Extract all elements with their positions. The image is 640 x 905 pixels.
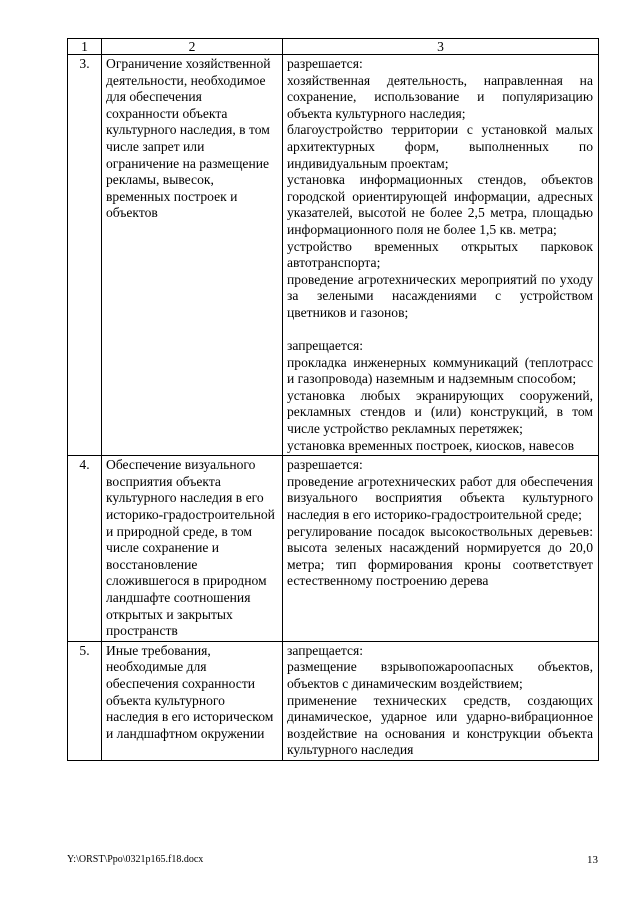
file-path: Y:\ORST\Ppo\0321p165.f18.docx (67, 854, 204, 865)
page-number: 13 (587, 854, 598, 866)
table-row (68, 55, 599, 456)
table-body (68, 55, 599, 761)
requirement-details (283, 55, 599, 456)
table-header-row (68, 39, 599, 55)
requirements-table (67, 38, 599, 761)
requirement-item: запрещается: (287, 642, 364, 658)
requirement-item: проведение агротехнических мероприятий по уходу за зелеными насаждениями с устройством цветников и газонов; (287, 271, 593, 320)
table-row (68, 641, 599, 760)
requirement-name: Иные требования, необходимые для обеспечения сохранности объекта культурного наследия в его историческом и ландшафтном окружении (102, 641, 283, 760)
blank-line (287, 322, 593, 339)
requirement-name: Обеспечение визуального восприятия объекта культурного наследия в его историко-градостроительной и природной среде, в том числе сохранение и восстановление сложившегося в природном ландшафте соотношения открытых и закрытых пространств (102, 456, 283, 642)
row-number: 3. (68, 55, 102, 456)
requirement-details (283, 456, 599, 642)
requirement-item: применение технических средств, создающих динамическое, ударное или ударно-вибрационное воздействие на основания и конструкции объекта культурного наследия (287, 692, 593, 758)
header-col-1: 1 (68, 39, 102, 55)
row-number: 4. (68, 456, 102, 642)
header-col-3: 3 (283, 39, 599, 55)
table-row (68, 456, 599, 642)
requirement-item: установка временных построек, киосков, навесов (287, 437, 575, 453)
requirement-item: проведение агротехнических работ для обеспечения визуального восприятия объекта культурного наследия в его историко-градостроительной среде; (287, 473, 593, 523)
requirement-item: установка любых экранирующих сооружений, рекламных стендов и (или) конструкций, в том числе устройство рекламных перетяжек; (287, 387, 593, 437)
requirement-item: разрешается: (287, 56, 363, 71)
requirement-details (283, 641, 599, 760)
requirement-item: регулирование посадок высокоствольных деревьев: высота зеленых насаждений нормируется до 20,0 метра; тип формирования кроны соответствует естественному построению дерева (287, 523, 593, 589)
requirement-item: установка информационных стендов, объектов городской ориентирующей информации, адресных указателей, высотой не более 2,5 метра, площадью информационного поля не более 1,5 кв. метра; (287, 172, 593, 237)
document-page (67, 38, 598, 761)
requirement-item: хозяйственная деятельность, направленная на сохранение, использование и популяризацию объекта культурного наследия; (287, 72, 593, 121)
requirement-item: размещение взрывопожароопасных объектов, объектов с динамическим воздействием; (287, 659, 593, 691)
requirement-item: разрешается: (287, 457, 363, 473)
requirement-item: устройство временных открытых парковок автотранспорта; (287, 238, 593, 271)
requirement-item: прокладка инженерных коммуникаций (теплотрасс и газопровода) наземным и надземным способом; (287, 354, 593, 387)
requirement-item: благоустройство территории с установкой малых архитектурных форм, выполненных по индивидуальным проектам; (287, 122, 593, 171)
row-number: 5. (68, 641, 102, 760)
requirement-item: запрещается: (287, 338, 364, 354)
header-col-2: 2 (102, 39, 283, 55)
requirement-name: Ограничение хозяйственной деятельности, необходимое для обеспечения сохранности объекта культурного наследия, в том числе запрет или ограничение на размещение рекламы, вывесок, временных построек и объектов (102, 55, 283, 456)
